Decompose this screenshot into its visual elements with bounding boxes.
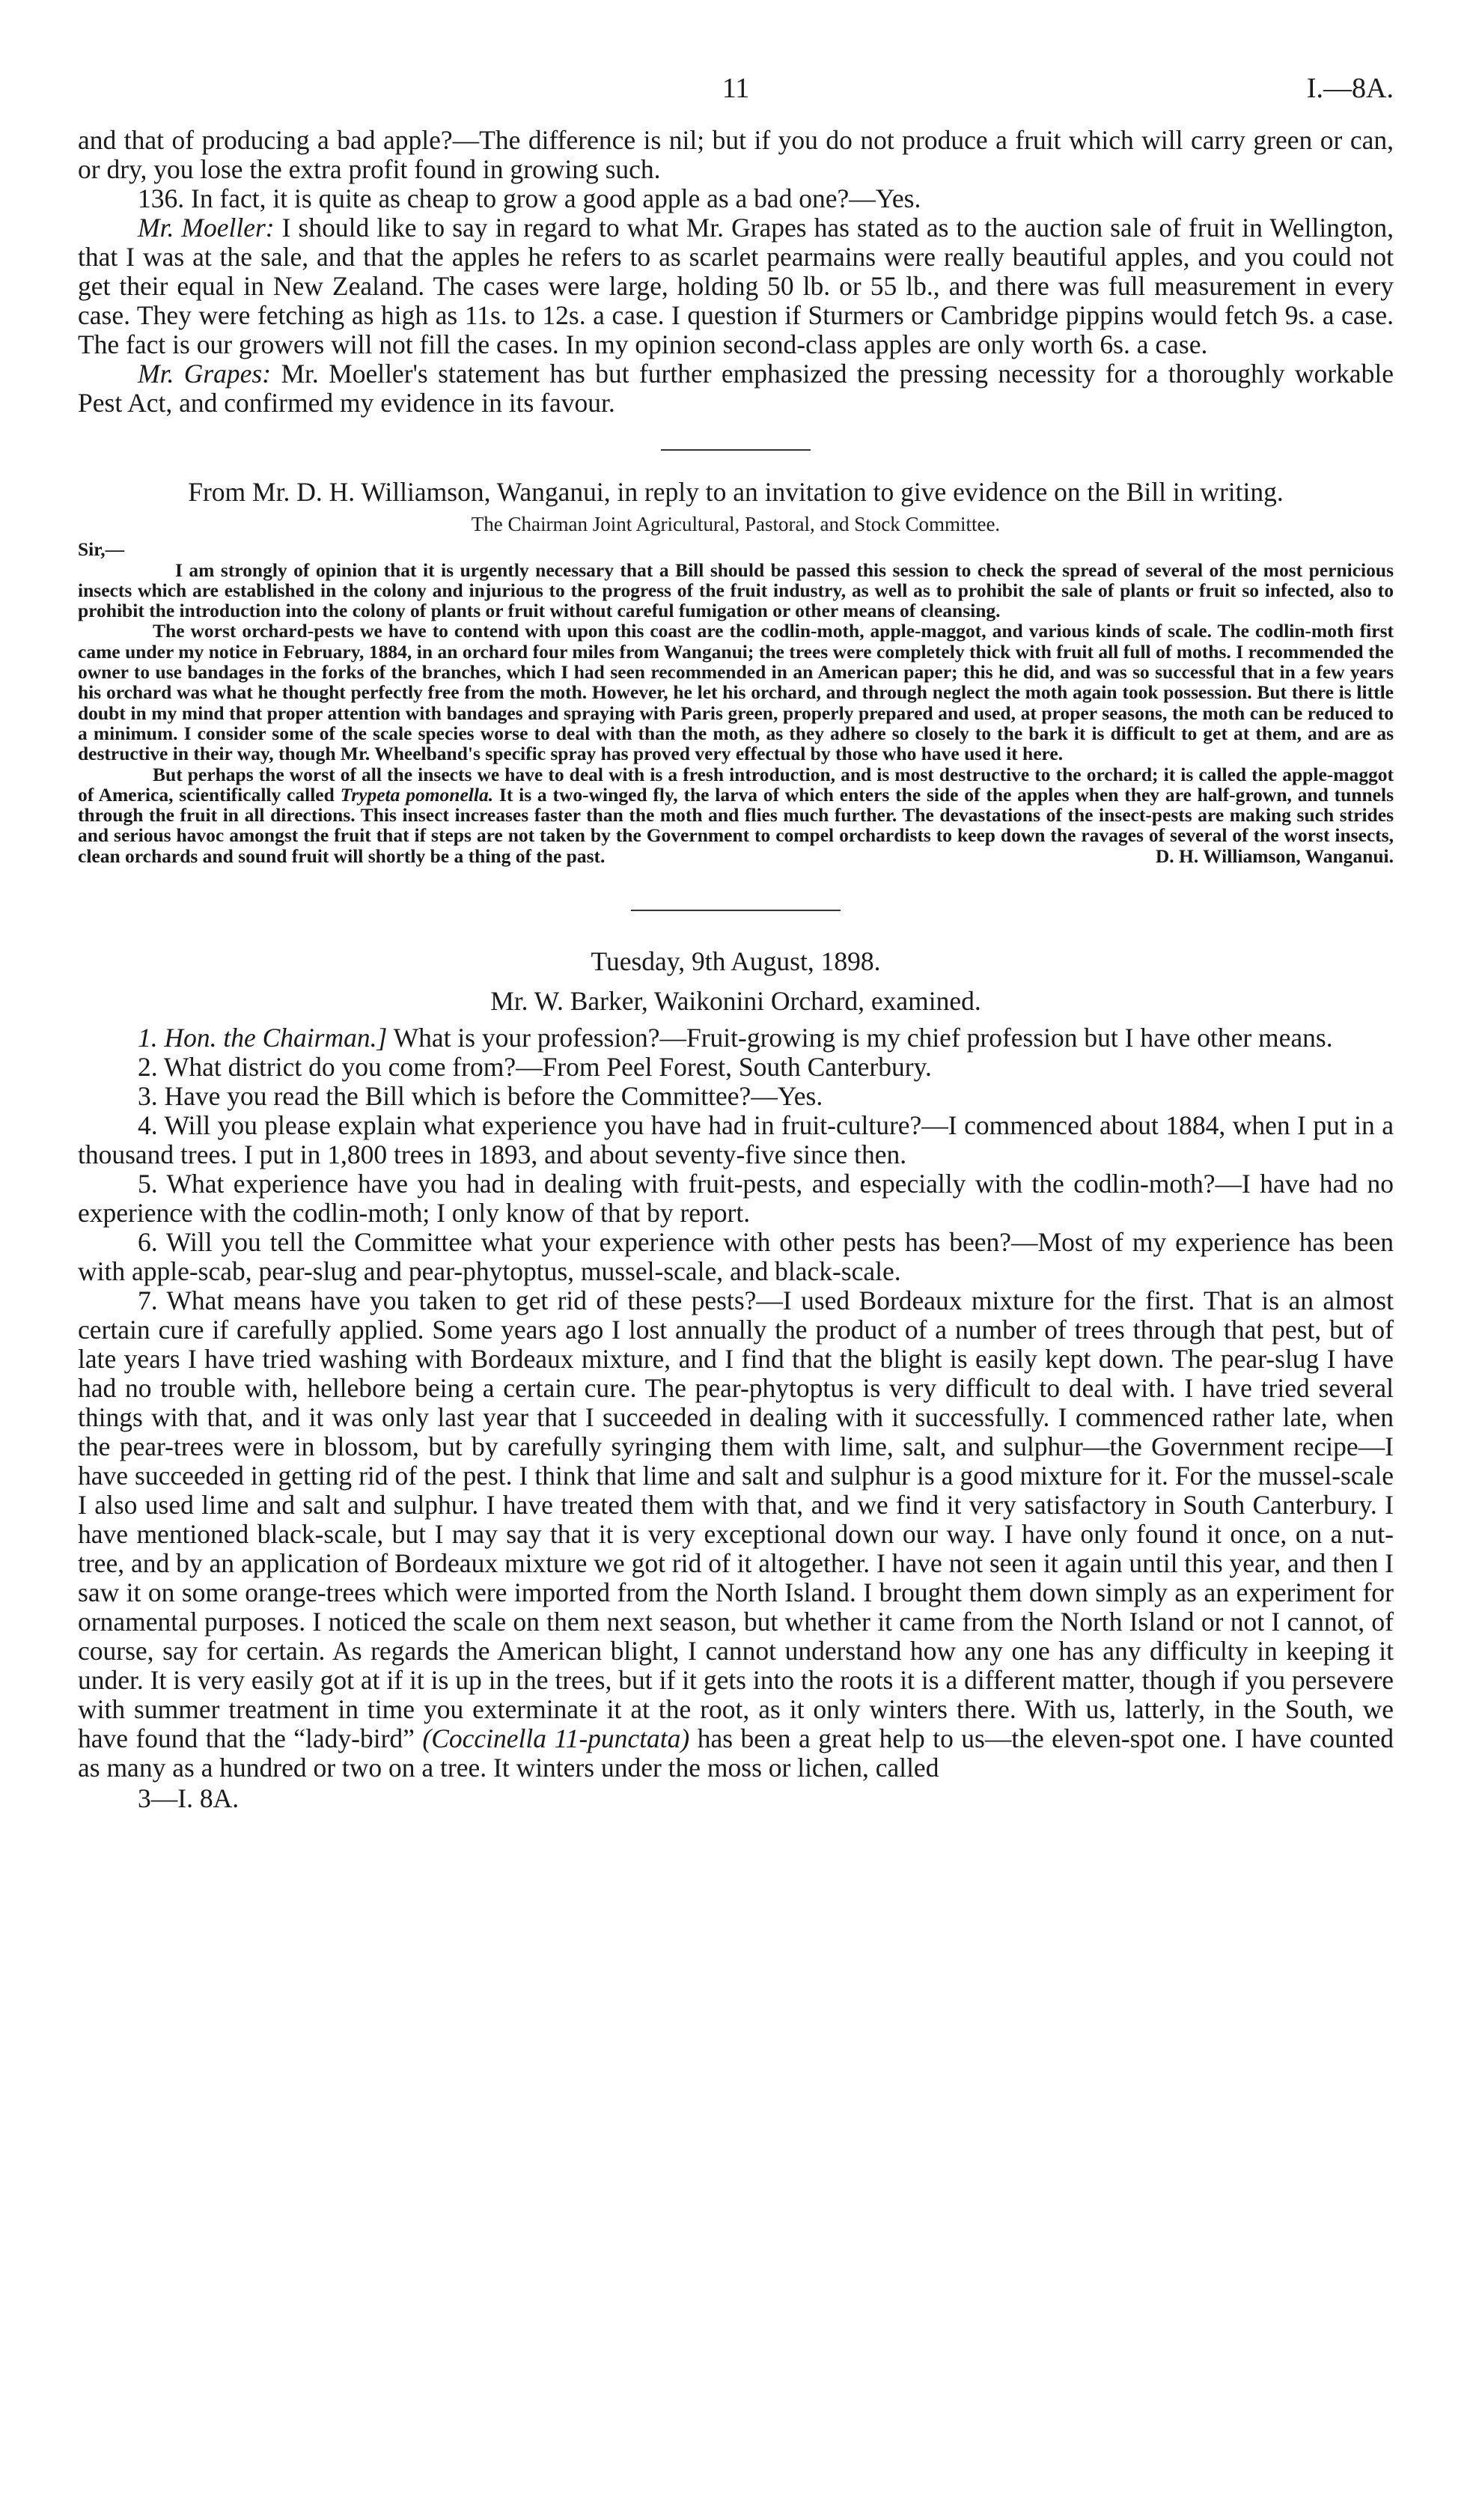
scientific-name: Trypeta pomonella. xyxy=(340,783,494,806)
letter-addressee: The Chairman Joint Agricultural, Pastoral, and Stock Committee. xyxy=(471,513,1001,535)
question-1: 1. Hon. the Chairman.] What is your profession?—Fruit-growing is my chief profession but I have other means. xyxy=(138,1023,1333,1053)
moeller-statement: Mr. Moeller: I should like to say in regard to what Mr. Grapes has stated as to the auction sale of fruit in Wellington, that I was at the sale, and that the apples he refers to as scarlet pearmains were really beautiful apples, and you could not get their equal in New Zealand. The cases were large, holding 50 lb. or 55 lb., and there was full measurement in every case. They were fetching as high as 11s. to 12s. a case. I question if Sturmers or Cambridge pippins would fetch 9s. a case. The fact is our growers will not fill the cases. In my opinion second-class apples are only worth 6s. a case. xyxy=(78,213,1394,359)
question-4: 4. Will you please explain what experience you have had in fruit-culture?—I commenced about 1884, when I put in a thousand trees. I put in 1,800 trees in 1893, and about seventy-five since then. xyxy=(78,1110,1394,1170)
question-3: 3. Have you read the Bill which is before the Committee?—Yes. xyxy=(138,1081,823,1112)
sitting-date: Tuesday, 9th August, 1898. xyxy=(591,946,881,977)
speaker-label: Mr. Moeller: xyxy=(138,213,275,243)
scientific-name: (Coccinella 11-punctata) xyxy=(422,1723,690,1754)
page-header xyxy=(78,72,1394,126)
witness-heading: Mr. W. Barker, Waikonini Orchard, examined. xyxy=(490,986,981,1017)
letter-paragraph-2: The worst orchard-pests we have to contend with upon this coast are the codlin-moth, apple-maggot, and various kinds of scale. The codlin-moth first came under my notice in February, 1884, in an orchard four miles from Wanganui; the trees were completely thick with fruit all full of moths. I recommended the owner to use bandages in the forks of the branches, which I had seen recommended in an American paper; this he did, and was so successful that in a few years his orchard was what he thought perfectly free from the moth. However, he let his orchard, and through neglect the moth again took possession. But there is little doubt in my mind that proper attention with bandages and spraying with Paris green, properly prepared and used, at proper seasons, the moth can be reduced to a minimum. I consider some of the scale species worse to deal with than the moth, as they adhere so closely to the bark it is difficult to get at them, and are as destructive in their way, though Mr. Wheelband's specific spray has proved very effectual by those who have used it here. xyxy=(78,620,1394,765)
question-6: 6. Will you tell the Committee what your experience with other pests has been?—Most of my experience has been with apple-scab, pear-slug and pear-phytoptus, mussel-scale, and black-scale. xyxy=(78,1227,1394,1287)
letter-signature: D. H. Williamson, Wanganui. xyxy=(1155,844,1394,867)
salutation: Sir,— xyxy=(78,538,125,561)
page-number: 11 xyxy=(722,73,750,104)
speaker-label: 1. Hon. the Chairman.] xyxy=(138,1023,388,1053)
speaker-label: Mr. Grapes: xyxy=(138,359,272,389)
paper-reference: I.—8A. xyxy=(1306,73,1394,104)
section-divider xyxy=(631,910,841,911)
question-136: 136. In fact, it is quite as cheap to grow a good apple as a bad one?—Yes. xyxy=(138,183,921,213)
moeller-grapes-section xyxy=(78,126,1394,418)
grapes-statement: Mr. Grapes: Mr. Moeller's statement has but further emphasized the pressing necessity for a thoroughly workable Pest Act, and confirmed my evidence in its favour. xyxy=(78,359,1394,418)
williamson-letter xyxy=(78,478,1394,866)
signature-mark: 3—I. 8A. xyxy=(138,1783,240,1814)
letter-paragraph-3: But perhaps the worst of all the insects we have to deal with is a fresh introduction, and is most destructive to the orchard; it is called the apple-maggot of America, scientifically called Trypeta pomonella. It is a two-winged fly, the larva of which enters the side of the apples when they are half-grown, and tunnels through the fruit in all directions. This insect increases faster than the moth and flies much further. The devastations of the insect-pests are making such strides and serious havoc amongst the fruit that if steps are not taken by the Government to compel orchardists to keep down the ravages of several of the worst insects, clean orchards and sound fruit will shortly be a thing of the past. D. H. Williamson, Wanganui. xyxy=(78,763,1394,867)
letter-paragraph-1: I am strongly of opinion that it is urgently necessary that a Bill should be passed this session to check the spread of several of the most pernicious insects which are established in the colony and injurious to the progress of the fruit industry, as well as to prohibit the sale of plants or fruit so infected, also to prohibit the introduction into the colony of plants or fruit without careful fumigation or other means of cleansing. xyxy=(78,559,1394,622)
section-divider xyxy=(661,449,811,451)
question-7: 7. What means have you taken to get rid of these pests?—I used Bordeaux mixture for the first. That is an almost certain cure if carefully applied. Some years ago I lost annually the product of a number of trees through that pest, but of late years I have tried washing with Bordeaux mixture, and I find that the blight is easily kept down. The pear-slug I have had no trouble with, hellebore being a certain cure. The pear-phytoptus is very difficult to deal with. I have tried several things with that, and it was only last year that I succeeded in dealing with it successfully. I commenced rather late, when the pear-trees were in blossom, but by carefully syringing them with lime, salt, and sulphur—the Government recipe—I have succeeded in getting rid of the pest. I think that lime and salt and sulphur is a good mixture for it. For the mussel-scale I also used lime and salt and sulphur. I have treated them with that, and we find it very satisfactory in South Canterbury. I have mentioned black-scale, but I may say that it is very exceptional down our way. I have only found it once, on a nut-tree, and by an application of Bordeaux mixture we got rid of it altogether. I have not seen it again until this year, and then I saw it on some orange-trees which were imported from the North Island. I brought them down simply as an experiment for ornamental purposes. I noticed the scale on them next season, but whether it came from the North Island or not I cannot, of course, say for certain. As regards the American blight, I cannot understand how any one has any difficulty in keeping it under. It is very easily got at if it is up in the trees, but if it gets into the roots it is a different matter, though if you persevere with summer treatment in time you exterminate it at the root, as it only winters there. With us, latterly, in the South, we have found that the “lady-bird” (Coccinella 11-punctata) has been a great help to us—the eleven-spot one. I have counted as many as a hundred or two on a tree. It winters under the moss or lichen, called xyxy=(78,1285,1394,1783)
question-2: 2. What district do you come from?—From Peel Forest, South Canterbury. xyxy=(138,1052,932,1083)
continued-answer: and that of producing a bad apple?—The difference is nil; but if you do not produce a fruit which will carry green or can, or dry, you lose the extra profit found in growing such. xyxy=(78,125,1394,184)
question-5: 5. What experience have you had in dealing with fruit-pests, and especially with the codlin-moth?—I have had no experience with the codlin-moth; I only know of that by report. xyxy=(78,1169,1394,1229)
letter-intro: From Mr. D. H. Williamson, Wanganui, in reply to an invitation to give evidence on the Bill in writing. xyxy=(188,477,1284,507)
barker-examination xyxy=(78,947,1394,1813)
